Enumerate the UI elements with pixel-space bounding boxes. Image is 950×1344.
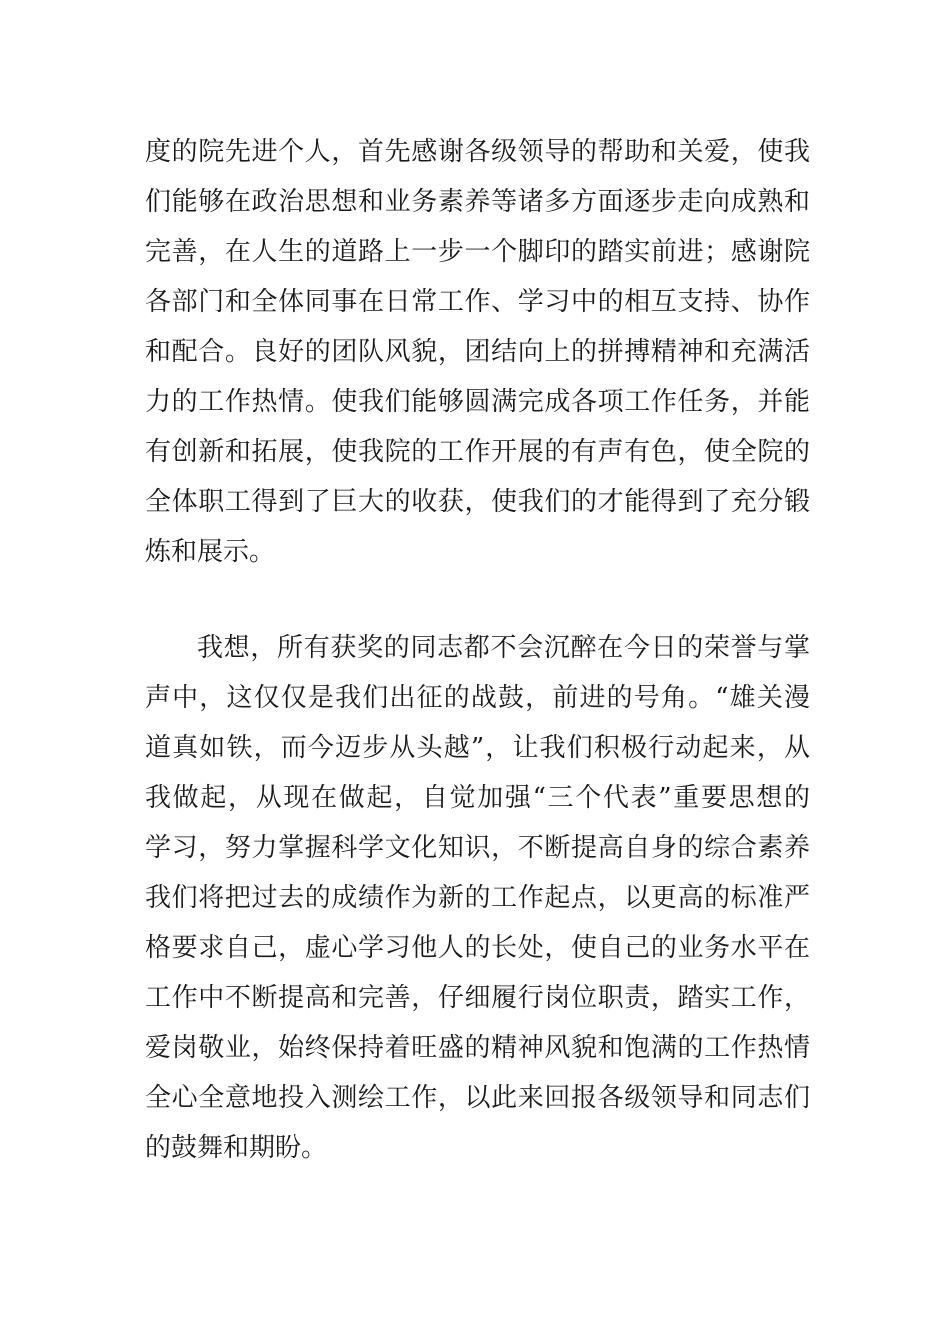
text-line: 力的工作热情。使我们能够圆满完成各项工作任务，并能 [145,387,810,417]
text-line: 工作中不断提高和完善，仔细履行岗位职责，踏实工作， [145,983,810,1013]
text-line: 和配合。良好的团队风貌，团结向上的拼搏精神和充满活 [145,337,810,367]
text-line: 我想，所有获奖的同志都不会沉醉在今日的荣誉与掌 [197,633,810,663]
text-line: 我们将把过去的成绩作为新的工作起点，以更高的标准严 [145,883,810,913]
text-line: 的鼓舞和期盼。 [145,1133,328,1163]
text-line: 全心全意地投入测绘工作，以此来回报各级领导和同志们 [145,1083,810,1113]
text-line: 道真如铁，而今迈步从头越”，让我们积极行动起来，从 [145,733,810,763]
text-line: 有创新和拓展，使我院的工作开展的有声有色，使全院的 [145,437,810,467]
text-line: 学习，努力掌握科学文化知识，不断提高自身的综合素养 [145,833,810,863]
text-line: 格要求自己，虚心学习他人的长处，使自己的业务水平在 [145,933,810,963]
text-line: 全体职工得到了巨大的收获，使我们的才能得到了充分锻 [145,487,810,517]
text-line: 们能够在政治思想和业务素养等诸多方面逐步走向成熟和 [145,187,810,217]
text-line: 度的院先进个人，首先感谢各级领导的帮助和关爱，使我 [145,137,810,167]
text-line: 炼和展示。 [145,537,276,567]
text-line: 声中，这仅仅是我们出征的战鼓，前进的号角。“雄关漫 [145,683,810,713]
text-line: 各部门和全体同事在日常工作、学习中的相互支持、协作 [145,287,810,317]
text-line: 我做起，从现在做起，自觉加强“三个代表”重要思想的 [145,783,810,813]
text-line: 完善，在人生的道路上一步一个脚印的踏实前进；感谢院 [145,237,810,267]
text-line: 爱岗敬业，始终保持着旺盛的精神风貌和饱满的工作热情 [145,1033,810,1063]
